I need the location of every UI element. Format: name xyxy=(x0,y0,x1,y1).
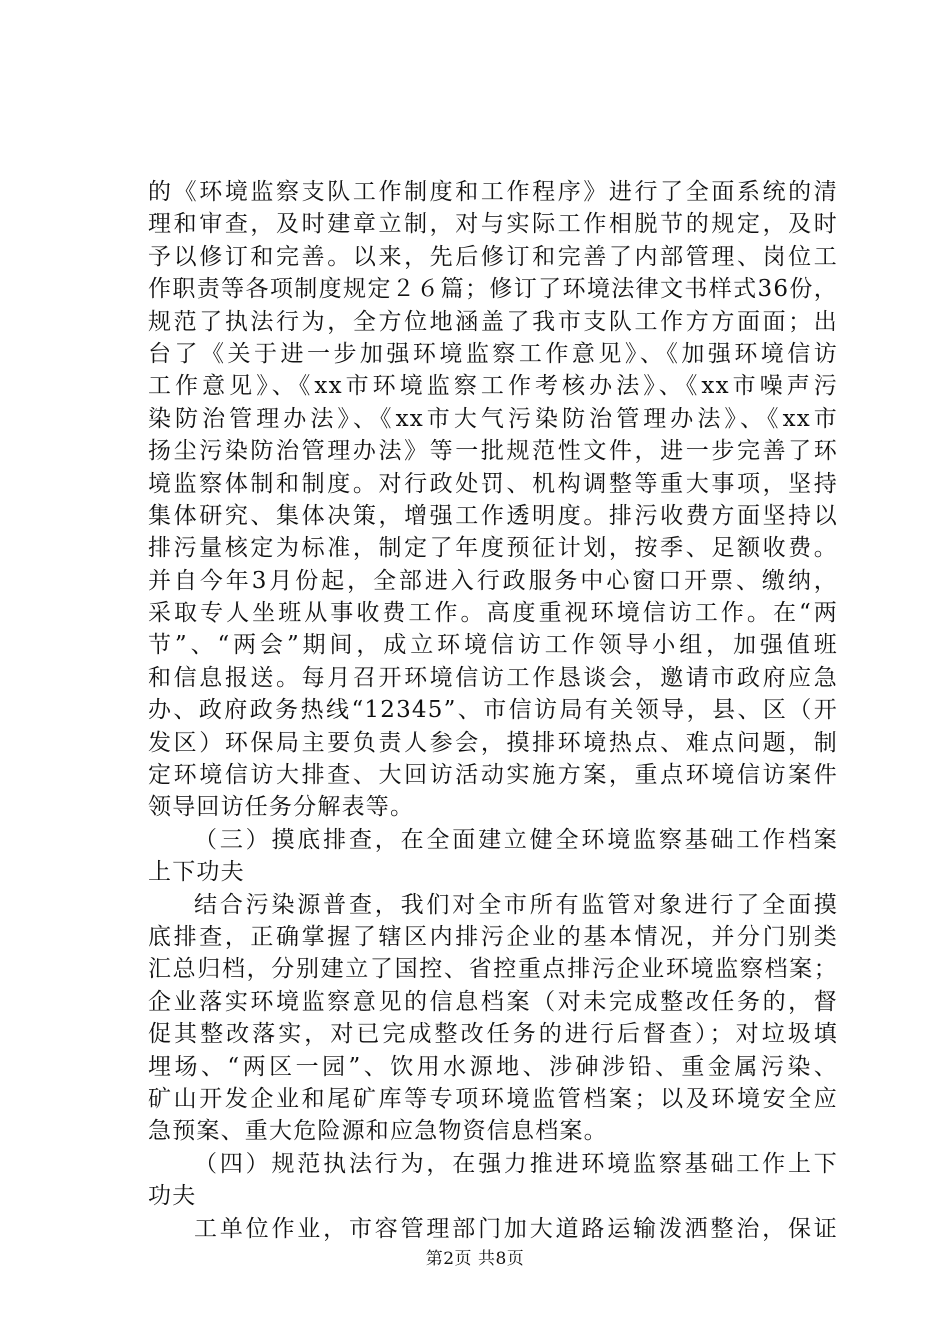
text-line: （三）摸底排查，在全面建立健全环境监察基础工作档案 xyxy=(194,826,838,853)
text-line: 扬尘污染防治管理办法》等一批规范性文件，进一步完善了环 xyxy=(148,438,838,465)
text-line: （四）规范执法行为，在强力推进环境监察基础工作上下 xyxy=(194,1150,838,1177)
text-line: 规范了执法行为，全方位地涵盖了我市支队工作方方面面；出 xyxy=(148,308,838,335)
text-line: 企业落实环境监察意见的信息档案（对未完成整改任务的，督 xyxy=(148,988,838,1015)
text-line: 办、政府政务热线“12345”、市信访局有关领导，县、区（开 xyxy=(148,697,838,724)
text-line: 并自今年3月份起，全部进入行政服务中心窗口开票、缴纳， xyxy=(148,567,838,594)
text-line: 结合污染源普查，我们对全市所有监管对象进行了全面摸 xyxy=(194,891,838,918)
text-line: 功夫 xyxy=(148,1183,197,1210)
text-line: 和信息报送。每月召开环境信访工作恳谈会，邀请市政府应急 xyxy=(148,664,838,691)
text-line: 汇总归档，分别建立了国控、省控重点排污企业环境监察档案； xyxy=(148,956,838,983)
text-line: 予以修订和完善。以来，先后修订和完善了内部管理、岗位工 xyxy=(148,243,838,270)
text-line: 作职责等各项制度规定２６篇；修订了环境法律文书样式36份， xyxy=(148,276,838,303)
text-line: 境监察体制和制度。对行政处罚、机构调整等重大事项，坚持 xyxy=(148,470,838,497)
text-line: 发区）环保局主要负责人参会，摸排环境热点、难点问题，制 xyxy=(148,729,838,756)
text-line: 集体研究、集体决策，增强工作透明度。排污收费方面坚持以 xyxy=(148,502,838,529)
text-line: 排污量核定为标准，制定了年度预征计划，按季、足额收费。 xyxy=(148,535,838,562)
text-line: 领导回访任务分解表等。 xyxy=(148,794,415,821)
text-line: 的《环境监察支队工作制度和工作程序》进行了全面系统的清 xyxy=(148,179,838,205)
document-body xyxy=(148,176,838,1245)
text-line: 节”、“两会”期间，成立环境信访工作领导小组，加强值班 xyxy=(148,632,838,659)
page-footer: 第2页 共8页 xyxy=(425,1249,525,1269)
text-line: 急预案、重大危险源和应急物资信息档案。 xyxy=(148,1118,608,1145)
text-line: 工作意见》、《xx市环境监察工作考核办法》、《xx市噪声污 xyxy=(148,373,838,400)
text-line: 工单位作业，市容管理部门加大道路运输泼洒整治，保证 xyxy=(194,1215,838,1242)
text-line: 上下功夫 xyxy=(148,859,245,886)
text-line: 台了《关于进一步加强环境监察工作意见》、《加强环境信访 xyxy=(148,340,838,367)
text-line: 埋场、“两区一园”、饮用水源地、涉砷涉铅、重金属污染、 xyxy=(148,1053,838,1080)
text-line: 矿山开发企业和尾矿库等专项环境监管档案；以及环境安全应 xyxy=(148,1085,838,1112)
text-line: 采取专人坐班从事收费工作。高度重视环境信访工作。在“两 xyxy=(148,600,838,627)
text-line: 底排查，正确掌握了辖区内排污企业的基本情况，并分门别类 xyxy=(148,923,838,950)
text-line: 染防治管理办法》、《xx市大气污染防治管理办法》、《xx市 xyxy=(148,405,838,432)
text-line: 定环境信访大排查、大回访活动实施方案，重点环境信访案件 xyxy=(148,762,838,789)
text-line: 理和审查，及时建章立制，对与实际工作相脱节的规定，及时 xyxy=(148,211,838,238)
text-line: 促其整改落实，对已完成整改任务的进行后督查）；对垃圾填 xyxy=(148,1021,838,1048)
